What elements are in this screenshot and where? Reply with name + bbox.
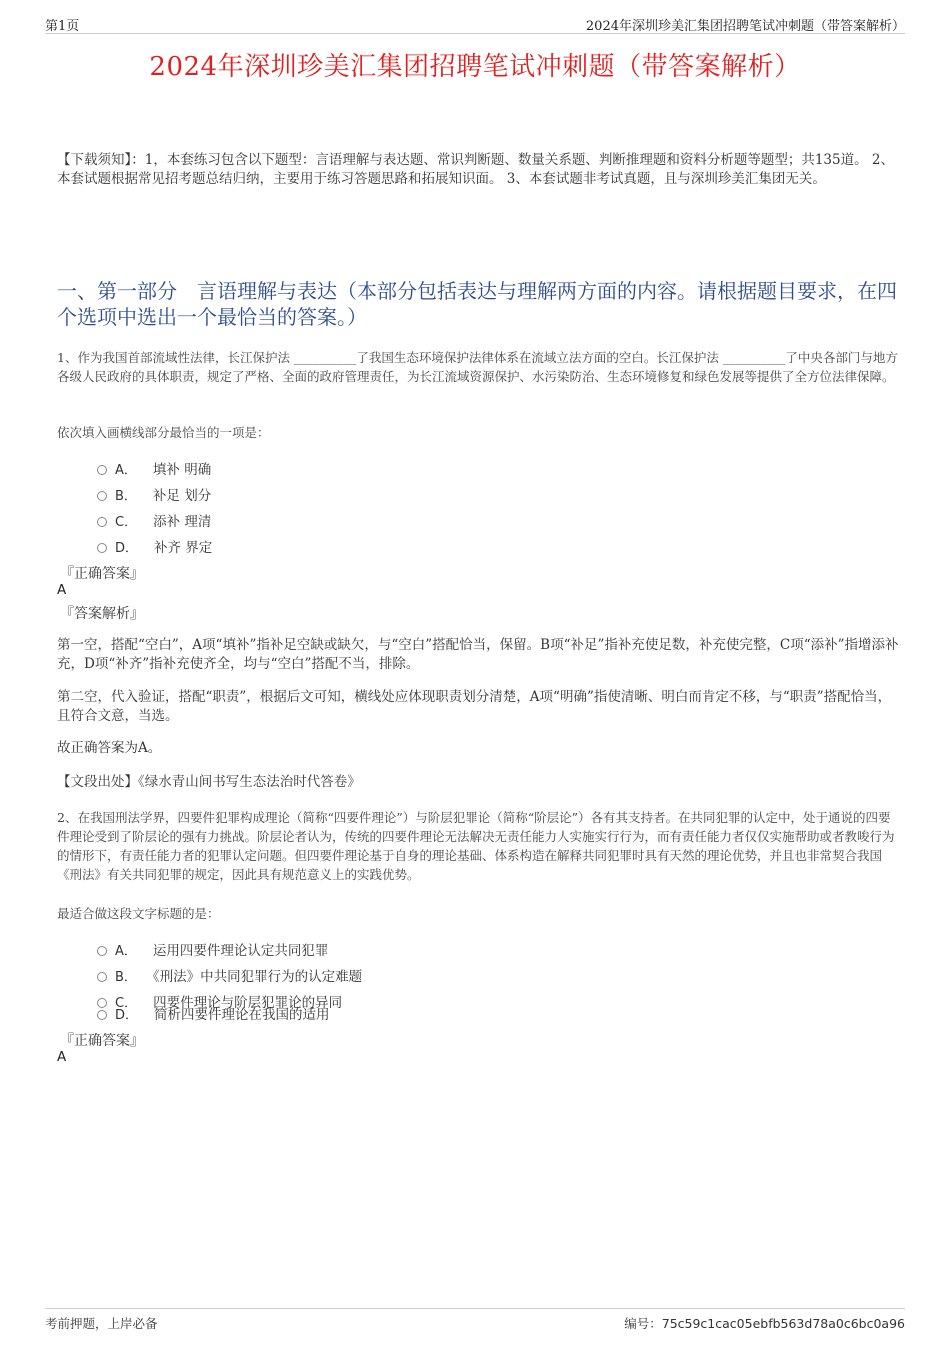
radio-icon[interactable]: [97, 465, 107, 475]
analysis-conclusion: 故正确答案为A。: [57, 740, 162, 756]
option-text: 补足 划分: [152, 488, 212, 504]
question-1-option-b[interactable]: [97, 484, 211, 504]
option-text: 《刑法》中共同犯罪行为的认定难题: [152, 969, 363, 985]
option-letter: D．: [115, 1008, 139, 1023]
option-text: 填补 明确: [152, 462, 212, 478]
footer-code-label: 编号：: [624, 1316, 662, 1331]
analysis-label: 『答案解析』: [60, 606, 144, 622]
option-letter: C．: [115, 515, 138, 530]
option-text: 四要件理论与阶层犯罪论的异同: [153, 995, 343, 1011]
option-letter: A．: [115, 463, 137, 478]
option-text: 补齐 界定: [154, 540, 213, 556]
question-2-option-d[interactable]: [97, 1003, 330, 1023]
footer-code-value: 75c59c1cac05ebfb563d78a0c6bc0a96: [661, 1316, 905, 1331]
radio-icon[interactable]: [97, 517, 107, 527]
radio-icon[interactable]: [97, 972, 107, 982]
radio-icon[interactable]: [97, 543, 107, 553]
document-title: 2024年深圳珍美汇集团招聘笔试冲刺题（带答案解析）: [149, 52, 801, 82]
analysis-paragraph: 第二空，代入验证，搭配“职责”，根据后文可知，横线处应体现职责划分清楚，A项“明确”指使清晰、明白而肯定不移，与“职责”搭配恰当，且符合文意，当选。: [57, 689, 892, 724]
option-letter: C．: [115, 996, 138, 1011]
answer-label: 『正确答案』: [60, 1033, 144, 1049]
question-2-option-b[interactable]: [97, 965, 362, 985]
question-2-prompt: 最适合做这段文字标题的是：: [57, 906, 220, 921]
question-1-option-c[interactable]: [97, 510, 211, 530]
answer-label: 『正确答案』: [60, 566, 144, 582]
answer-value: A: [57, 582, 67, 598]
option-text: 简析四要件理论在我国的适用: [154, 1007, 330, 1023]
header-divider: [45, 33, 905, 34]
answer-value: A: [57, 1049, 67, 1065]
radio-icon[interactable]: [97, 491, 107, 501]
source-citation: 【文段出处】《绿水青山间书写生态法治时代答卷》: [57, 774, 361, 790]
header-doc-title: 2024年深圳珍美汇集团招聘笔试冲刺题（带答案解析）: [585, 19, 905, 34]
radio-icon[interactable]: [97, 1010, 107, 1020]
option-letter: A．: [115, 944, 137, 959]
footer-slogan: 考前押题，上岸必备: [45, 1316, 158, 1331]
option-letter: B．: [115, 970, 137, 985]
page-number: 第1页: [45, 19, 80, 34]
option-letter: D．: [115, 541, 139, 556]
question-1-option-d[interactable]: [97, 536, 212, 556]
option-text: 运用四要件理论认定共同犯罪: [152, 943, 329, 959]
download-notice: 【下载须知】：1，本套练习包含以下题型：言语理解与表达题、常识判断题、数量关系题、判断推理题和资料分析题等题型；共135道。 2、本套试题根据常见招考题总结归纳，主要用于练习答题思路和拓展知识面。 3、本套试题非考试真题，且与深圳珍美汇集团无关。: [57, 152, 894, 187]
footer-divider: [45, 1308, 905, 1309]
analysis-paragraph: 第一空，搭配“空白”，A项“填补”指补足空缺或缺欠，与“空白”搭配恰当，保留。B项“补足”指补充使足数，补充使完整，C项“添补”指增添补充，D项“补齐”指补充使齐全，均与“空白”搭配不当，排除。: [57, 637, 899, 672]
radio-icon[interactable]: [97, 946, 107, 956]
option-text: 添补 理清: [153, 514, 212, 530]
question-2-option-a[interactable]: [97, 939, 328, 959]
question-1-text: 1、作为我国首部流域性法律，长江保护法 __________了我国生态环境保护法律体系在流域立法方面的空白。长江保护法 __________了中央各部门与地方各级人民政府的具体职责，规定了严格、全面的政府管理责任，为长江流域资源保护、水污染防治、生态环境修复和绿色发展等提供了全方位法律保障。: [57, 350, 898, 384]
question-1-option-a[interactable]: [97, 458, 211, 478]
question-2-text: 2、在我国刑法学界，四要件犯罪构成理论（简称“四要件理论”）与阶层犯罪论（简称“阶层论”）各有其支持者。在共同犯罪的认定中，处于通说的四要件理论受到了阶层论的强有力挑战。阶层论者认为，传统的四要件理论无法解决无责任能力人实施实行行为，而有责任能力者仅仅实施帮助或者教唆行为的情形下，有责任能力者的犯罪认定问题。但四要件理论基于自身的理论基础、体系构造在解释共同犯罪时具有天然的理论优势，并且也非常契合我国《刑法》有关共同犯罪的规定，因此具有规范意义上的实践优势。: [57, 810, 895, 882]
footer-code: [624, 1314, 905, 1332]
option-letter: B．: [115, 489, 137, 504]
question-1-prompt: 依次填入画横线部分最恰当的一项是：: [57, 425, 270, 440]
section-heading: 一、第一部分 言语理解与表达（本部分包括表达与理解两方面的内容。请根据题目要求，在四个选项中选出一个最恰当的答案。）: [57, 279, 897, 329]
